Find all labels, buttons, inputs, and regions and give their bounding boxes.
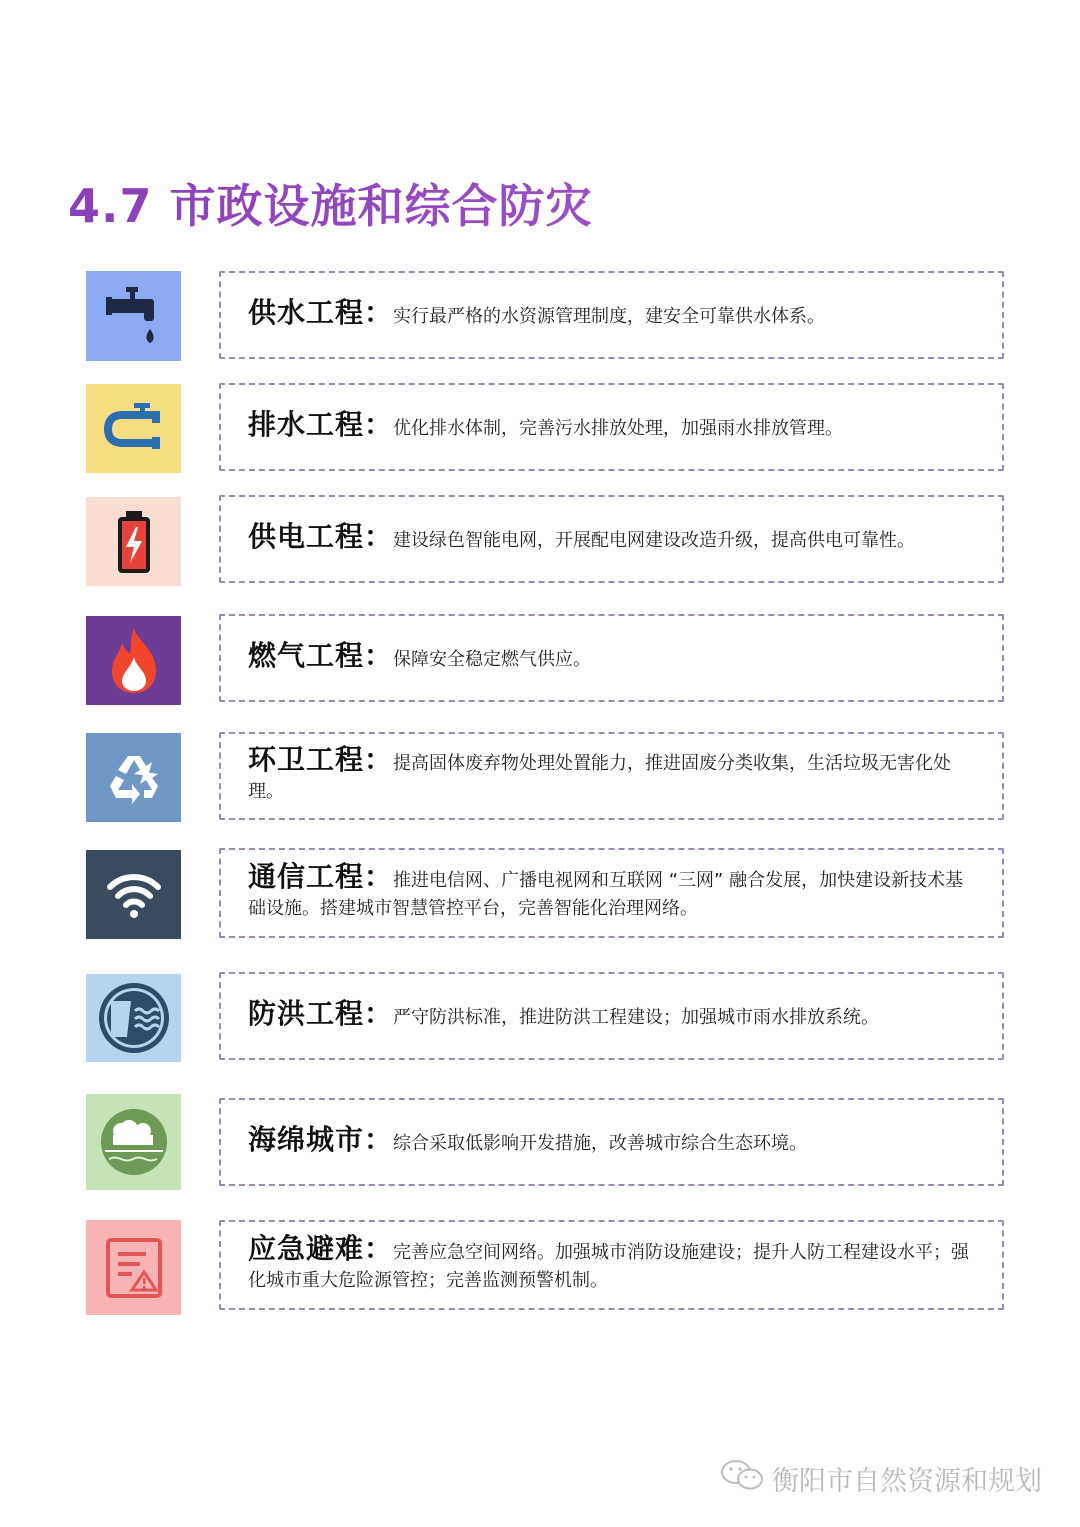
item-heading: 通信工程： [248, 860, 394, 893]
warning-document-icon [86, 1220, 181, 1315]
watermark [720, 1458, 1042, 1499]
drain-pipe-icon [86, 384, 181, 473]
battery-bolt-icon [86, 497, 181, 586]
list-item [219, 383, 1004, 471]
item-description: 建设绿色智能电网，开展配电网建设改造升级，提高供电可靠性。 [393, 530, 916, 551]
list-item [219, 1220, 1004, 1310]
item-description: 提高固体废弃物处理处置能力，推进固废分类收集，生活垃圾无害化处理。 [248, 753, 952, 802]
wechat-icon [720, 1458, 764, 1499]
item-description: 综合采取低影响开发措施，改善城市综合生态环境。 [393, 1133, 808, 1154]
item-heading: 供水工程： [248, 296, 394, 329]
list-item [219, 848, 1004, 938]
list-item [219, 972, 1004, 1060]
item-heading: 排水工程： [248, 408, 394, 441]
item-heading: 海绵城市： [248, 1123, 394, 1156]
wifi-icon [86, 850, 181, 939]
item-description: 优化排水体制，完善污水排放处理，加强雨水排放管理。 [393, 418, 844, 439]
item-description: 保障安全稳定燃气供应。 [393, 649, 592, 670]
item-description: 推进电信网、广播电视网和互联网 “三网” 融合发展，加快建设新技术基础设施。搭建城市智慧管控平台，完善智能化治理网络。 [248, 870, 964, 919]
item-description: 实行最严格的水资源管理制度，建安全可靠供水体系。 [393, 306, 826, 327]
item-heading: 燃气工程： [248, 639, 394, 672]
dam-icon [86, 974, 181, 1062]
page-title: 4.7 市政设施和综合防灾 [68, 170, 593, 236]
item-heading: 环卫工程： [248, 743, 394, 776]
list-item [219, 271, 1004, 359]
list-item [219, 495, 1004, 583]
list-item [219, 614, 1004, 702]
item-description: 完善应急空间网络。加强城市消防设施建设；提升人防工程建设水平；强化城市重大危险源管控；完善监测预警机制。 [248, 1242, 970, 1291]
item-heading: 应急避难： [248, 1232, 394, 1265]
recycle-icon [86, 733, 181, 822]
flame-icon [86, 616, 181, 705]
item-heading: 防洪工程： [248, 997, 394, 1030]
list-item [219, 732, 1004, 820]
list-item [219, 1098, 1004, 1186]
item-heading: 供电工程： [248, 520, 394, 553]
item-description: 严守防洪标准，推进防洪工程建设；加强城市雨水排放系统。 [393, 1007, 880, 1028]
water-tap-icon [86, 271, 181, 361]
sponge-city-icon [86, 1094, 181, 1190]
watermark-text: 衡阳市自然资源和规划 [772, 1466, 1042, 1497]
